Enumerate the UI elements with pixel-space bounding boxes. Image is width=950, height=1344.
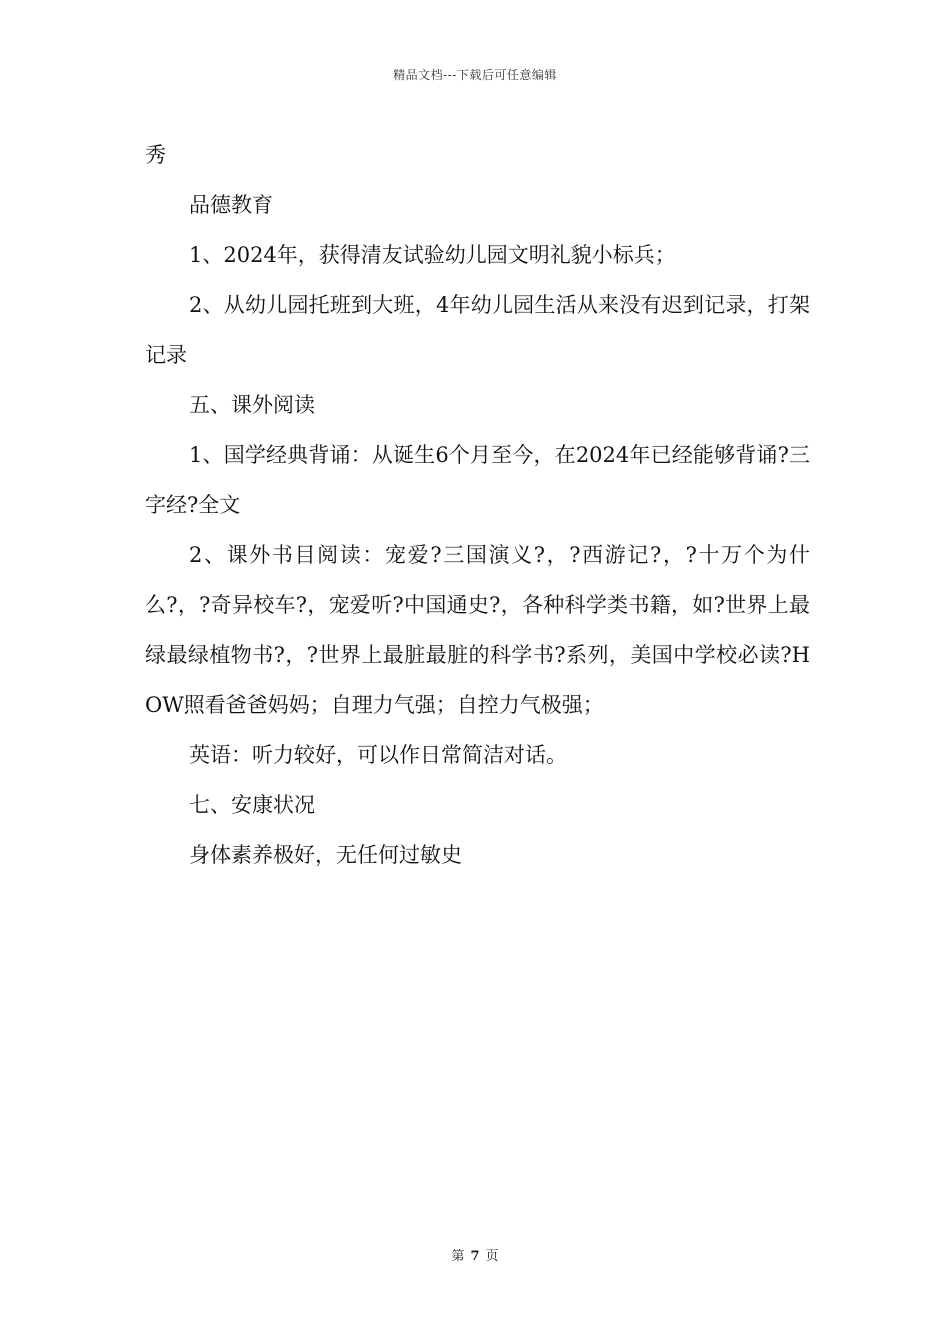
page-footer-suffix: 页 xyxy=(485,1249,499,1264)
page-footer xyxy=(0,1245,950,1264)
page-header: 精品文档---下载后可任意编辑 xyxy=(393,68,557,82)
paragraph-health-detail: 身体素养极好，无任何过敏史 xyxy=(189,843,462,867)
paragraph-continuation: 秀 xyxy=(145,143,166,167)
document-body xyxy=(145,130,810,880)
paragraph-item-1-classics-recitation: 1、国学经典背诵：从诞生6个月至今，在2024年已经能够背诵?三字经?全文 xyxy=(145,443,810,517)
paragraph-item-2-book-reading: 2、课外书目阅读：宠爱?三国演义?，?西游记?，?十万个为什么?，?奇异校车?，宠爱听?中国通史?，各种科学类书籍，如?世界上最绿最绿植物书?，?世界上最脏最脏的科学书?系列，美国中学校必读?HOW照看爸爸妈妈；自理力气强；自控力气极强； xyxy=(145,543,810,717)
paragraph-english-ability: 英语：听力较好，可以作日常简洁对话。 xyxy=(189,743,567,767)
paragraph-item-2-attendance: 2、从幼儿园托班到大班，4年幼儿园生活从来没有迟到记录，打架记录 xyxy=(145,293,810,367)
paragraph-item-1-award: 1、2024年，获得清友试验幼儿园文明礼貌小标兵； xyxy=(189,243,676,267)
page-number: 7 xyxy=(470,1249,480,1264)
section-heading-extracurricular-reading: 五、课外阅读 xyxy=(189,393,315,417)
section-heading-health-status: 七、安康状况 xyxy=(189,793,315,817)
section-heading-moral-education: 品德教育 xyxy=(189,193,273,217)
page-footer-prefix: 第 xyxy=(451,1249,465,1264)
